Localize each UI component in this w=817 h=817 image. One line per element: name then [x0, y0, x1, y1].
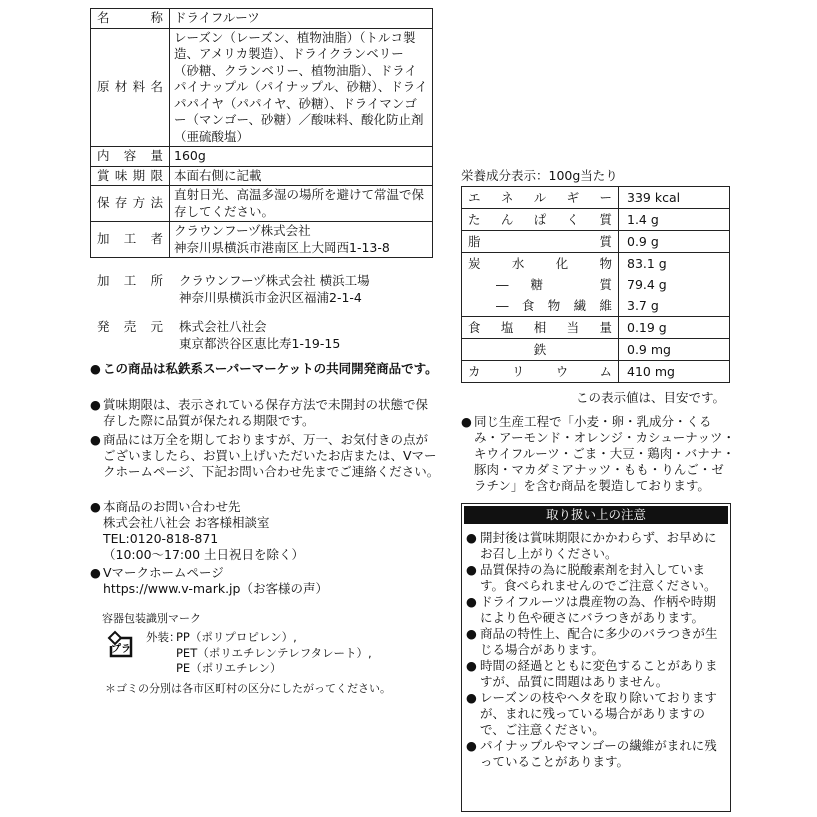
- caution-text: ドライフルーツは農産物の為、作柄や時期により色や硬さにバラつきがあります。: [480, 594, 716, 625]
- spec-value: レーズン（レーズン、植物油脂）（トルコ製造、アメリカ製造）、ドライクランベリー（砂糖、クランベリー、植物油脂）、ドライパイナップル（パイナップル、砂糖）、ドライパパイヤ（パパイヤ、砂糖）、ドライマンゴー（マンゴー、砂糖）／酸味料、酸化防止剤（亜硫酸塩）: [170, 28, 433, 147]
- spec-value: 160g: [170, 147, 433, 167]
- spec-row-storage: [91, 186, 433, 222]
- spec-table: [90, 8, 433, 258]
- contact-hours: （10:00～17:00 土日祝日を除く）: [103, 547, 305, 562]
- disposal-note: ＊ゴミの分別は各市区町村の区分にしたがってください。: [105, 682, 391, 695]
- nutrition-footnote: この表示値は、目安です。: [576, 390, 726, 405]
- nutrition-table: [461, 186, 730, 383]
- contact-title: 本商品のお問い合わせ先: [103, 499, 241, 514]
- caution-item: [466, 658, 726, 690]
- nutrition-key: ―食物繊維: [462, 295, 619, 317]
- bullet-icon: ●: [466, 530, 477, 545]
- packaging-title: 容器包装識別マーク: [102, 612, 201, 625]
- caution-box: [461, 503, 731, 812]
- bullet-icon: ●: [466, 594, 477, 609]
- nutrition-row: [462, 274, 730, 295]
- note-inquiry: [90, 432, 440, 480]
- caution-text: 品質保持の為に脱酸素剤を封入しています。食べられませんのでご注意ください。: [480, 562, 717, 593]
- processor-company: クラウンフーヅ株式会社: [174, 223, 311, 238]
- bullet-icon: ●: [90, 565, 101, 580]
- packaging-materials: [176, 630, 372, 677]
- note-text: 商品には万全を期しておりますが、万一、お気付きの点がございましたら、お買い上げいただいたお店または、Vマークホームページ、下記お問い合わせ先までご連絡ください。: [103, 432, 440, 479]
- contact-tel: TEL:0120-818-871: [103, 531, 219, 546]
- recycle-mark-icon: [105, 628, 137, 660]
- nutrition-key: ―糖 質: [462, 274, 619, 295]
- caution-text: 開封後は賞味期限にかかわらず、お早めにお召し上がりください。: [480, 530, 717, 561]
- spec-row-ingredients: [91, 28, 433, 147]
- bullet-icon: ●: [466, 562, 477, 577]
- nutrition-value: 410 mg: [619, 361, 730, 383]
- nutrition-title: 栄養成分表示：100g当たり: [461, 168, 618, 183]
- caution-title: 取り扱い上の注意: [464, 506, 728, 524]
- vmark-title: Vマークホームページ: [103, 565, 224, 580]
- nutrition-value: 339 kcal: [619, 187, 730, 209]
- nutrition-key: エネルギー: [462, 187, 619, 209]
- bullet-icon: ●: [466, 738, 477, 753]
- spec-value: [170, 222, 433, 258]
- spec-key: 賞味期限: [91, 166, 170, 186]
- note-joint-development: [90, 361, 440, 377]
- processing-plant-line-1: クラウンフーヅ株式会社 横浜工場: [179, 273, 370, 288]
- spec-key: 原材料名: [91, 28, 170, 147]
- nutrition-key: 食塩相当量: [462, 317, 619, 339]
- spec-key: 保存方法: [91, 186, 170, 222]
- nutrition-value: 79.4 g: [619, 274, 730, 295]
- bullet-icon: ●: [90, 499, 101, 514]
- nutrition-key: 炭水化物: [462, 253, 619, 275]
- nutrition-value: 0.9 g: [619, 231, 730, 253]
- nutrition-key: 鉄: [462, 339, 619, 361]
- note-expiry: [90, 397, 440, 429]
- caution-text: 時間の経過とともに変色することがありますが、品質に問題はありません。: [480, 658, 718, 689]
- nutrition-row: [462, 361, 730, 383]
- contact-block: [90, 499, 440, 563]
- vmark-url[interactable]: https://www.v-mark.jp（お客様の声）: [103, 581, 328, 596]
- spec-value: 本面右側に記載: [170, 166, 433, 186]
- caution-item: [466, 594, 726, 626]
- bullet-icon: ●: [466, 658, 477, 673]
- bullet-icon: ●: [90, 432, 101, 447]
- bullet-icon: ●: [466, 690, 477, 705]
- spec-key: 加工者: [91, 222, 170, 258]
- packaging-material: PP（ポリプロピレン）,: [176, 630, 297, 644]
- nutrition-value: 0.9 mg: [619, 339, 730, 361]
- nutrition-row: [462, 317, 730, 339]
- spec-row-name: [91, 9, 433, 29]
- spec-key: 名 称: [91, 9, 170, 29]
- nutrition-value: 0.19 g: [619, 317, 730, 339]
- processing-plant-label: 加工所: [97, 273, 163, 288]
- seller-line-1: 株式会社八社会: [179, 319, 267, 334]
- caution-item: [466, 626, 726, 658]
- nutrition-row: [462, 209, 730, 231]
- nutrition-row: [462, 253, 730, 275]
- spec-row-content: [91, 147, 433, 167]
- recycle-mark-text: プラ: [111, 644, 131, 655]
- seller: [97, 319, 437, 353]
- nutrition-row: [462, 231, 730, 253]
- nutrition-row: [462, 295, 730, 317]
- caution-text: 商品の特性上、配合に多少のバラつきが生じる場合があります。: [480, 626, 718, 657]
- spec-key: 内容量: [91, 147, 170, 167]
- nutrition-key: たんぱく質: [462, 209, 619, 231]
- note-text: この商品は私鉄系スーパーマーケットの共同開発商品です。: [103, 361, 438, 376]
- bullet-icon: ●: [466, 626, 477, 641]
- processing-plant-line-2: 神奈川県横浜市金沢区福浦2-1-4: [179, 290, 362, 305]
- processor-address: 神奈川県横浜市港南区上大岡西1-13-8: [174, 239, 390, 255]
- vmark-block: [90, 565, 440, 597]
- contact-company: 株式会社八社会 お客様相談室: [103, 515, 270, 530]
- caution-item: [466, 530, 726, 562]
- allergen-text: 同じ生産工程で「小麦・卵・乳成分・くるみ・アーモンド・オレンジ・カシューナッツ・キウイフルーツ・ごま・大豆・鶏肉・バナナ・豚肉・マカダミアナッツ・もも・りんご・ゼラチン」を含む商品を製造しております。: [474, 414, 736, 493]
- caution-item: [466, 690, 726, 738]
- spec-value: 直射日光、高温多湿の場所を避けて常温で保存してください。: [170, 186, 433, 222]
- packaging-material: PET（ポリエチレンテレフタレート）,: [176, 645, 372, 660]
- nutrition-value: 1.4 g: [619, 209, 730, 231]
- caution-item: [466, 562, 726, 594]
- spec-value: ドライフルーツ: [170, 9, 433, 29]
- packaging-material: PE（ポリエチレン）: [176, 661, 282, 675]
- allergen-note: [461, 414, 736, 494]
- note-text: 賞味期限は、表示されている保存方法で未開封の状態で保存した際に品質が保たれる期限です。: [103, 397, 429, 428]
- spec-row-processor: [91, 222, 433, 258]
- bullet-icon: ●: [90, 361, 101, 376]
- caution-text: レーズンの枝やヘタを取り除いておりますが、まれに残っている場合がありますので、ご注意ください。: [480, 690, 717, 737]
- caution-text: パイナップルやマンゴーの繊維がまれに残っていることがあります。: [480, 738, 717, 769]
- seller-label: 発売元: [97, 319, 163, 334]
- processing-plant: [97, 273, 437, 307]
- bullet-icon: ●: [90, 397, 101, 412]
- nutrition-value: 3.7 g: [619, 295, 730, 317]
- nutrition-key: 脂 質: [462, 231, 619, 253]
- bullet-icon: ●: [461, 414, 472, 429]
- nutrition-row: [462, 187, 730, 209]
- nutrition-row: [462, 339, 730, 361]
- seller-line-2: 東京都渋谷区恵比寿1-19-15: [179, 336, 341, 351]
- caution-item: [466, 738, 726, 770]
- nutrition-value: 83.1 g: [619, 253, 730, 275]
- packaging-label: 外装：: [146, 630, 181, 644]
- spec-row-expiry: [91, 166, 433, 186]
- nutrition-key: カリウム: [462, 361, 619, 383]
